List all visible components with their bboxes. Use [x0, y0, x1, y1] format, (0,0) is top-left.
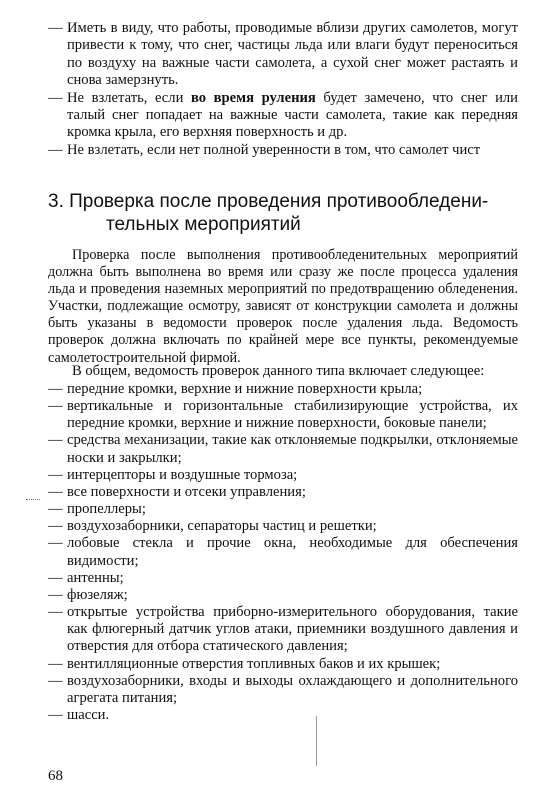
- checklist-item: [48, 707, 518, 724]
- dash-marker: —: [48, 604, 63, 621]
- list-item-text-end: будет замечено, что снег или талый снег попадает на важные части самолета, такие как передняя кромка крыла, его верхняя поверхность и др.: [67, 89, 518, 141]
- checklist-item-text: средства механизации, такие как отклоняемые подкрылки, отклоняемые носки и закрылки;: [67, 432, 518, 466]
- checklist-item: [48, 501, 518, 518]
- checklist-item: [48, 381, 518, 398]
- page-number: 68: [48, 768, 63, 784]
- dash-marker: —: [48, 518, 63, 535]
- dash-marker: —: [48, 655, 63, 672]
- list-intro: В общем, ведомость проверок данного типа включает следующее:: [72, 363, 485, 379]
- dash-marker: —: [48, 89, 63, 106]
- section-heading-line-2: тельных мероприятий: [106, 214, 301, 235]
- margin-mark: [26, 499, 40, 500]
- top-bullet-list: [48, 20, 518, 159]
- dash-marker: —: [48, 483, 63, 500]
- checklist-item-text: вертикальные и горизонтальные стабилизирующие устройства, их передние кромки, верхние и нижние поверхности, боковые панели;: [67, 398, 518, 432]
- list-item-text: Иметь в виду, что работы, проводимые вблизи других самолетов, могут привести к тому, что снег, частицы льда или влаги будут переноситься по воздуху на важные части самолета, а сухой снег может растаять и снова замерзнуть.: [67, 20, 518, 89]
- dash-marker: —: [48, 20, 63, 36]
- checklist-item: [48, 587, 518, 604]
- dash-marker: —: [48, 672, 63, 689]
- checklist: [48, 381, 518, 724]
- dash-marker: —: [48, 432, 63, 449]
- checklist-item-text: воздухозаборники, входы и выходы охлаждающего и дополнительного агрегата питания;: [67, 672, 518, 706]
- checklist-item-text: воздухозаборники, сепараторы частиц и решетки;: [67, 518, 377, 535]
- dash-marker: —: [48, 501, 63, 518]
- checklist-item-text: все поверхности и отсеки управления;: [67, 483, 306, 500]
- list-item: [48, 20, 518, 90]
- checklist-item: [48, 398, 518, 432]
- checklist-item: [48, 432, 518, 466]
- checklist-item: [48, 673, 518, 707]
- checklist-item: [48, 535, 518, 569]
- list-item-text-start: Не взлетать, если: [67, 89, 191, 106]
- dash-marker: —: [48, 141, 63, 158]
- list-item-bold-text: во время руления: [190, 89, 316, 106]
- checklist-item: [48, 484, 518, 501]
- dash-marker: —: [48, 586, 63, 603]
- checklist-item: [48, 656, 518, 673]
- checklist-item: [48, 604, 518, 655]
- dash-marker: —: [48, 466, 63, 483]
- checklist-item-text: открытые устройства приборно-измерительного оборудования, такие как флюгерный датчик углов атаки, приемники воздушного давления и отверстия для отбора статического давления;: [67, 604, 518, 655]
- dash-marker: —: [48, 535, 63, 552]
- checklist-item-text: шасси.: [67, 706, 110, 723]
- dash-marker: —: [48, 569, 63, 586]
- dash-marker: —: [48, 381, 63, 397]
- checklist-item: [48, 467, 518, 484]
- checklist-item-text: фюзеляж;: [67, 586, 128, 603]
- scan-artifact-line: [316, 716, 317, 766]
- checklist-item: [48, 570, 518, 587]
- list-item: [48, 90, 518, 142]
- checklist-item: [48, 518, 518, 535]
- dash-marker: —: [48, 398, 63, 415]
- section-heading: [48, 190, 518, 236]
- checklist-item-text: интерцепторы и воздушные тормоза;: [67, 466, 298, 483]
- checklist-item-text: передние кромки, верхние и нижние поверхности крыла;: [67, 381, 423, 397]
- checklist-item-text: пропеллеры;: [67, 501, 146, 518]
- list-item: [48, 142, 518, 159]
- dash-marker: —: [48, 706, 63, 723]
- body-paragraph: Проверка после выполнения противообледенительных мероприятий должна быть выполнена во время или сразу же после процесса удаления льда и проведения наземных мероприятий по предотвращению обледенения. Участки, подлежащие осмотру, зависят от конструкции самолета и должны быть указаны в ведомости проверок после удаления льда. Ведомость проверок должна включать по крайней мере все пункты, рекомендуемые самолетостроительной фирмой.: [48, 247, 518, 366]
- section-heading-line-1: 3. Проверка после проведения противообледени-: [48, 191, 489, 212]
- checklist-item-text: лобовые стекла и прочие окна, необходимые для обеспечения видимости;: [67, 535, 518, 569]
- checklist-item-text: вентилляционные отверстия топливных баков и их крышек;: [67, 655, 441, 672]
- checklist-item-text: антенны;: [67, 569, 124, 586]
- list-item-text: Не взлетать, если нет полной уверенности в том, что самолет чист: [67, 141, 481, 158]
